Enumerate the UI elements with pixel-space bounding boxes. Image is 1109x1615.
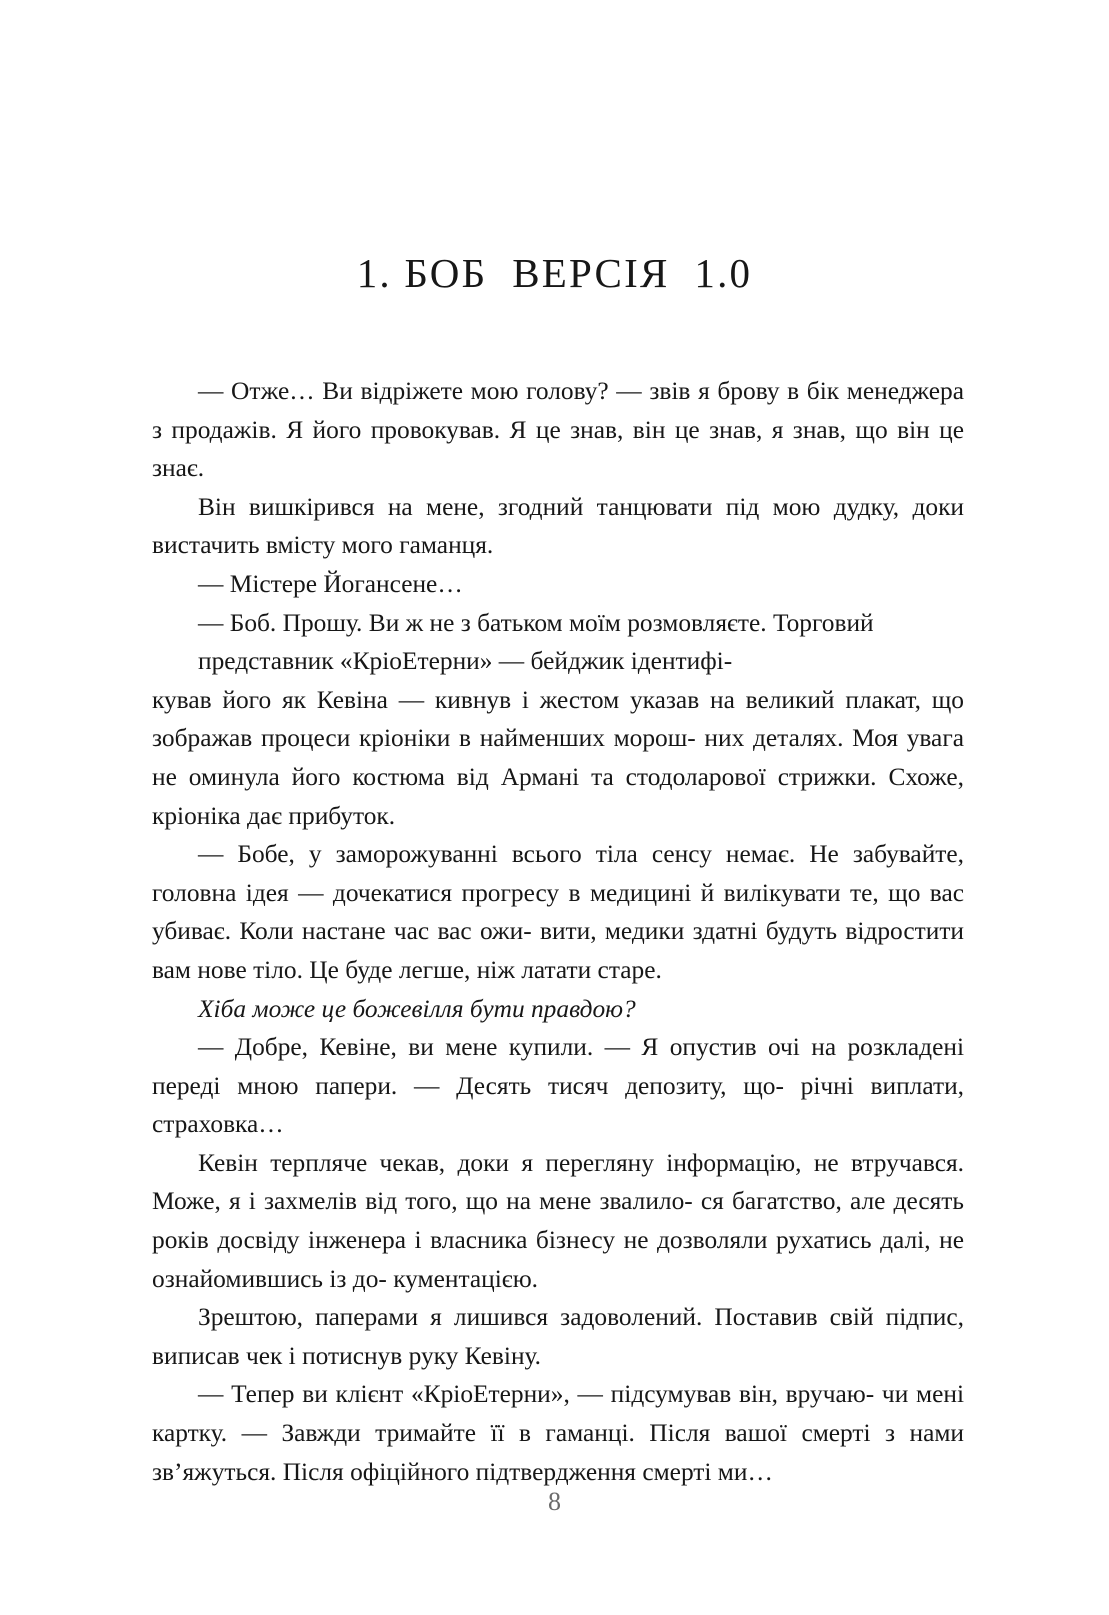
paragraph-9-dialogue: — Добре, Кевіне, ви мене купили. — Я опустив очі на розкладені переді мною папери. — Десять тисяч депозиту, що- річні виплати, страховка…: [152, 1033, 964, 1139]
paragraph-8-inner-thought: Хіба може це божевілля бути правдою?: [198, 994, 636, 1023]
paragraph-2: Він вишкірився на мене, згодний танцювати під мою дудку, доки вистачить вмісту мого гаманця.: [152, 492, 964, 560]
page-number: 8: [548, 1487, 561, 1516]
paragraph-12-dialogue: — Тепер ви клієнт «КріоЕтерни», — підсумував він, вручаю- чи мені картку. — Завжди тримайте її в гаманці. Після вашої смерті з нами зв’яжуться. Після офіційного підтвердження смерті ми…: [152, 1380, 964, 1486]
body-text-block: [152, 372, 964, 1491]
paragraph-4-dialogue: — Боб. Прошу. Ви ж не з батьком моїм розмовляєте. Торговий: [198, 608, 874, 637]
fragment-line-badge: представник «КріоЕтерни» — бейджик ідентифі-: [198, 647, 733, 676]
paragraph-7-dialogue: — Бобе, у заморожуванні всього тіла сенсу немає. Не забувайте, головна ідея — дочекатися прогресу в медицині й вилікувати те, що вас убиває. Коли настане час вас ожи- вити, медики здатні будуть відростити вам нове тіло. Це буде легше, ніж латати старе.: [152, 840, 964, 984]
paragraph-10: Кевін терпляче чекав, доки я перегляну інформацію, не втручався. Може, я і захмелів від того, що на мене звалило- ся багатство, але десять років досвіду інженера і власника бізнесу не дозволяли рухатись далі, не ознайомившись із до- кументацією.: [152, 1148, 964, 1293]
paragraph-6-continuation: кував його як Кевіна — кивнув і жестом указав на великий плакат, що зображав процеси кріоніки в найменших морош- них деталях. Моя увага не оминула його костюма від Армані та стодоларової стрижки. Схоже, кріоніка дає прибуток.: [152, 685, 964, 830]
chapter-title: 1. БОБ ВЕРСІЯ 1.0: [356, 250, 753, 297]
paragraph-1: — Отже… Ви відріжете мою голову? — звів я брову в бік менеджера з продажів. Я його провокував. Я це знав, він це знав, я знав, що він це знає.: [152, 377, 964, 483]
paragraph-3-dialogue: — Містере Йогансене…: [198, 569, 463, 598]
paragraph-11: Зрештою, паперами я лишився задоволений. Поставив свій підпис, виписав чек і потиснув руку Кевіну.: [152, 1303, 964, 1370]
